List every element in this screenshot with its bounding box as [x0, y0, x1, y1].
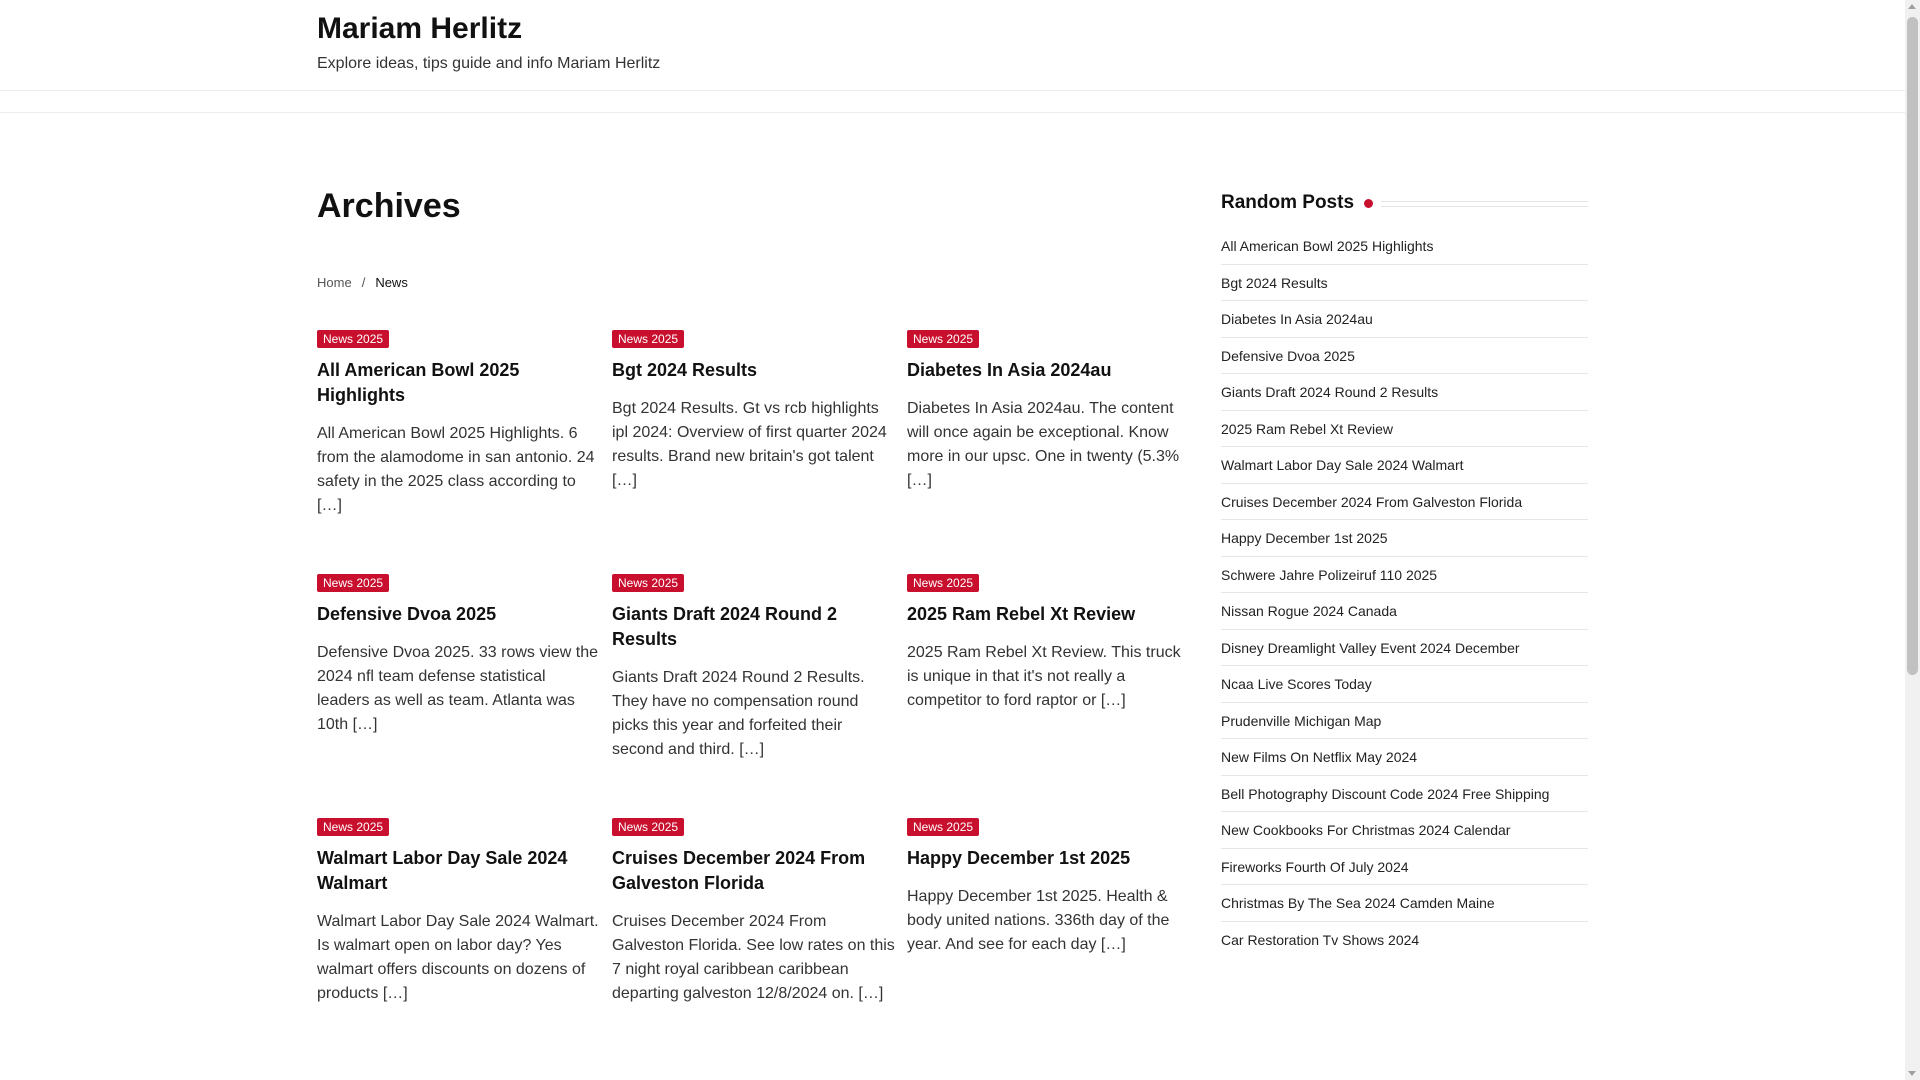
widget-header — [1221, 186, 1588, 220]
post-excerpt: Diabetes In Asia 2024au. The content will once again be exceptional. Know more in our upsc. One in twenty (5.3% […] — [907, 400, 1180, 489]
scroll-down-arrow-icon[interactable] — [1908, 1071, 1916, 1076]
site-header — [0, 0, 1905, 113]
scroll-up-arrow-icon[interactable] — [1908, 4, 1916, 9]
post-card — [317, 818, 602, 1006]
site-title[interactable]: Mariam Herlitz — [317, 12, 523, 45]
post-excerpt: All American Bowl 2025 Highlights. 6 from the alamodome in san antonio. 24 safety in the 2025 class according to […] — [317, 425, 595, 514]
post-title[interactable]: Walmart Labor Day Sale 2024 Walmart — [317, 848, 568, 893]
post-title[interactable]: Defensive Dvoa 2025 — [317, 604, 497, 624]
random-post-link[interactable]: Walmart Labor Day Sale 2024 Walmart — [1221, 447, 1588, 484]
random-post-link[interactable]: Giants Draft 2024 Round 2 Results — [1221, 374, 1588, 411]
site-description: Explore ideas, tips guide and info Mariam Herlitz — [317, 55, 661, 72]
post-title[interactable]: All American Bowl 2025 Highlights — [317, 360, 520, 405]
category-badge[interactable]: News 2025 — [317, 574, 389, 592]
vertical-scrollbar[interactable] — [1905, 0, 1920, 1080]
random-post-link[interactable]: Fireworks Fourth Of July 2024 — [1221, 849, 1588, 886]
category-badge[interactable]: News 2025 — [317, 330, 389, 348]
post-excerpt: Walmart Labor Day Sale 2024 Walmart. Is walmart open on labor day? Yes walmart offers discounts on dozens of products […] — [317, 913, 599, 1002]
scrollbar-thumb[interactable] — [1907, 17, 1918, 675]
random-post-link[interactable]: New Films On Netflix May 2024 — [1221, 739, 1588, 776]
random-post-link[interactable]: 2025 Ram Rebel Xt Review — [1221, 411, 1588, 448]
post-excerpt: Defensive Dvoa 2025. 33 rows view the 2024 nfl team defense statistical leaders as well as team. Atlanta was 10th […] — [317, 644, 599, 733]
widget-title: Random Posts — [1221, 186, 1364, 220]
breadcrumb-home-link[interactable]: Home — [317, 275, 352, 290]
random-post-link[interactable]: Defensive Dvoa 2025 — [1221, 338, 1588, 375]
post-excerpt: 2025 Ram Rebel Xt Review. This truck is unique in that it's not really a competitor to ford raptor or […] — [907, 644, 1181, 709]
widget-divider — [1381, 201, 1588, 207]
category-badge[interactable]: News 2025 — [317, 818, 389, 836]
category-badge[interactable]: News 2025 — [907, 574, 979, 592]
random-post-link[interactable]: Prudenville Michigan Map — [1221, 703, 1588, 740]
post-excerpt: Giants Draft 2024 Round 2 Results. They have no compensation round picks this year and forfeited their second and third. […] — [612, 669, 865, 758]
post-card — [907, 818, 1192, 957]
category-badge[interactable]: News 2025 — [612, 574, 684, 592]
random-post-link[interactable]: All American Bowl 2025 Highlights — [1221, 228, 1588, 265]
random-post-link[interactable]: Bgt 2024 Results — [1221, 265, 1588, 302]
random-post-link[interactable]: Happy December 1st 2025 — [1221, 520, 1588, 557]
random-post-link[interactable]: Disney Dreamlight Valley Event 2024 December — [1221, 630, 1588, 667]
post-card — [612, 330, 897, 493]
post-excerpt: Bgt 2024 Results. Gt vs rcb highlights ipl 2024: Overview of first quarter 2024 results. Brand new britain's got talent […] — [612, 400, 887, 489]
page-title: Archives — [317, 187, 461, 225]
post-card — [317, 330, 602, 518]
post-card — [907, 574, 1192, 713]
post-title[interactable]: 2025 Ram Rebel Xt Review — [907, 604, 1136, 624]
post-title[interactable]: Diabetes In Asia 2024au — [907, 360, 1112, 380]
random-posts-list — [1221, 228, 1588, 958]
random-post-link[interactable]: Christmas By The Sea 2024 Camden Maine — [1221, 885, 1588, 922]
post-excerpt: Happy December 1st 2025. Health & body united nations. 336th day of the year. And see for each day […] — [907, 888, 1170, 953]
post-title[interactable]: Cruises December 2024 From Galveston Florida — [612, 848, 866, 893]
post-card — [907, 330, 1192, 493]
random-post-link[interactable]: Schwere Jahre Polizeiruf 110 2025 — [1221, 557, 1588, 594]
random-post-link[interactable]: New Cookbooks For Christmas 2024 Calendar — [1221, 812, 1588, 849]
sidebar-random-posts — [1221, 186, 1588, 958]
accent-dot-icon — [1364, 199, 1373, 208]
random-post-link[interactable]: Diabetes In Asia 2024au — [1221, 301, 1588, 338]
post-excerpt: Cruises December 2024 From Galveston Florida. See low rates on this 7 night royal caribbean caribbean departing galveston 12/8/2024 on. […] — [612, 913, 895, 1002]
post-card — [612, 818, 897, 1006]
random-post-link[interactable]: Ncaa Live Scores Today — [1221, 666, 1588, 703]
post-title[interactable]: Giants Draft 2024 Round 2 Results — [612, 604, 838, 649]
category-badge[interactable]: News 2025 — [907, 818, 979, 836]
post-card — [317, 574, 602, 737]
post-title[interactable]: Bgt 2024 Results — [612, 360, 758, 380]
breadcrumb-current: News — [375, 275, 408, 290]
random-post-link[interactable]: Bell Photography Discount Code 2024 Free Shipping — [1221, 776, 1588, 813]
post-card — [612, 574, 897, 762]
post-title[interactable]: Happy December 1st 2025 — [907, 848, 1131, 868]
category-badge[interactable]: News 2025 — [612, 818, 684, 836]
random-post-link[interactable]: Cruises December 2024 From Galveston Florida — [1221, 484, 1588, 521]
category-badge[interactable]: News 2025 — [612, 330, 684, 348]
random-post-link[interactable]: Car Restoration Tv Shows 2024 — [1221, 931, 1420, 948]
header-divider — [0, 90, 1905, 91]
random-post-link[interactable]: Nissan Rogue 2024 Canada — [1221, 593, 1588, 630]
category-badge[interactable]: News 2025 — [907, 330, 979, 348]
breadcrumb — [317, 275, 408, 290]
breadcrumb-separator: / — [361, 275, 366, 290]
